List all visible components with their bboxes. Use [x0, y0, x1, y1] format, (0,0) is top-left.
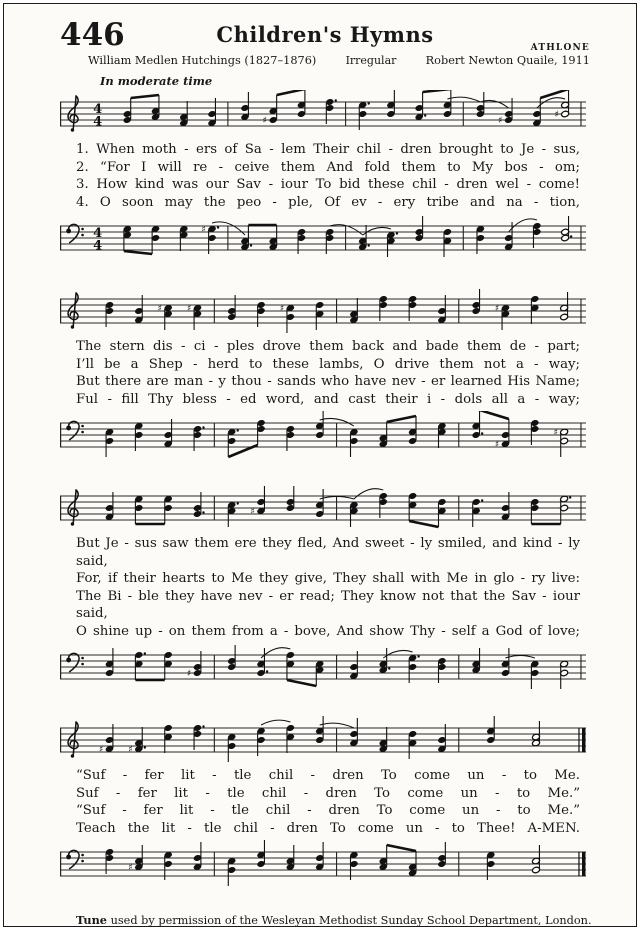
lyric-line: But there are man - y thou - sands who have nev - er learned His Name;	[76, 374, 580, 389]
lyric-line: Suf - fer lit - tle chil - dren To come un - to Me.”	[76, 785, 580, 801]
section-title: Children's Hymns	[216, 22, 434, 47]
lyric-line: But Je - sus saw them ere they fled, And sweet - ly smiled, and kind - ly said,	[76, 536, 580, 569]
tune-name: ATHLONE	[530, 43, 590, 53]
music-area	[4, 90, 636, 888]
permission-note-prefix: Tune	[76, 913, 107, 927]
bass-staff	[60, 214, 586, 262]
svg-text:♯: ♯	[554, 110, 559, 120]
svg-text:♯: ♯	[128, 745, 133, 755]
treble-staff	[60, 287, 586, 335]
svg-text:4: 4	[93, 238, 103, 254]
system-4	[60, 716, 586, 888]
svg-text:♯: ♯	[201, 225, 206, 235]
verse-block	[60, 532, 586, 643]
svg-text:♯: ♯	[250, 507, 255, 517]
verse-block	[60, 138, 586, 214]
svg-text:4: 4	[93, 114, 103, 130]
lyric-line: The stern dis - ci - ples drove them back and bade them de - part;	[76, 339, 580, 354]
tempo-marking: In moderate time	[100, 74, 213, 88]
svg-text:♯: ♯	[98, 745, 104, 755]
meter-label: Irregular	[345, 54, 397, 67]
permission-note	[4, 913, 636, 927]
attribution-row	[4, 54, 636, 67]
lyric-line: “Suf - fer lit - tle chil - dren To come un - to Me.	[76, 768, 580, 783]
svg-text:♯: ♯	[128, 863, 133, 873]
lyric-line: 2. “For I will re - ceive them And fold them to My bos - om;	[76, 159, 580, 175]
lyric-line: Ful - fill Thy bless - ed word, and cast their i - dols all a - way;	[76, 391, 580, 407]
author-credit: William Medlen Hutchings (1827–1876)	[88, 54, 317, 67]
lyric-line: 1. When moth - ers of Sa - lem Their chil - dren brought to Je - sus,	[76, 142, 580, 157]
composer-credit: Robert Newton Quaile, 1911	[425, 54, 590, 67]
svg-text:♯: ♯	[186, 669, 192, 679]
page-header	[4, 14, 636, 52]
lyric-line: 4. O soon may the peo - ple, Of ev - ery tribe and na - tion,	[76, 194, 580, 210]
svg-text:♯: ♯	[494, 304, 500, 314]
lyric-line: 3. How kind was our Sav - iour To bid these chil - dren wel - come!	[76, 177, 580, 192]
bass-staff	[60, 411, 586, 459]
hymnal-page	[3, 3, 637, 927]
system-1	[60, 90, 586, 262]
lyric-line: O shine up - on them from a - bove, And show Thy - self a God of love;	[76, 623, 580, 639]
svg-text:4: 4	[93, 226, 103, 241]
lyric-line: The Bi - ble they have nev - er read; They know not that the Sav - iour said,	[76, 588, 580, 621]
verse-block	[60, 335, 586, 411]
svg-text:♯: ♯	[279, 304, 285, 314]
bass-staff	[60, 643, 586, 691]
lyric-line: “Suf - fer lit - tle chil - dren To come un - to Me.”	[76, 803, 580, 818]
permission-note-text: used by permission of the Wesleyan Methodist Sunday School Department, London.	[106, 914, 592, 927]
system-3	[60, 484, 586, 691]
lyric-line: Teach the lit - tle chil - dren To come un - to Thee! A-MEN.	[76, 820, 580, 836]
svg-text:♯: ♯	[553, 428, 558, 438]
bass-staff	[60, 840, 586, 888]
treble-staff	[60, 90, 586, 138]
svg-text:♯: ♯	[494, 440, 500, 450]
treble-staff	[60, 716, 586, 764]
lyric-line: For, if their hearts to Me they give, They shall with Me in glo - ry live:	[76, 571, 580, 586]
system-2	[60, 287, 586, 459]
svg-text:♯: ♯	[157, 304, 162, 314]
lyric-line: I’ll be a Shep - herd to these lambs, O drive them not a - way;	[76, 356, 580, 372]
svg-text:♯: ♯	[186, 304, 192, 314]
svg-text:4: 4	[93, 102, 103, 117]
hymn-number: 446	[60, 17, 125, 53]
treble-staff	[60, 484, 586, 532]
svg-text:♯: ♯	[498, 116, 503, 126]
svg-text:♯: ♯	[262, 116, 268, 126]
verse-block	[60, 764, 586, 840]
